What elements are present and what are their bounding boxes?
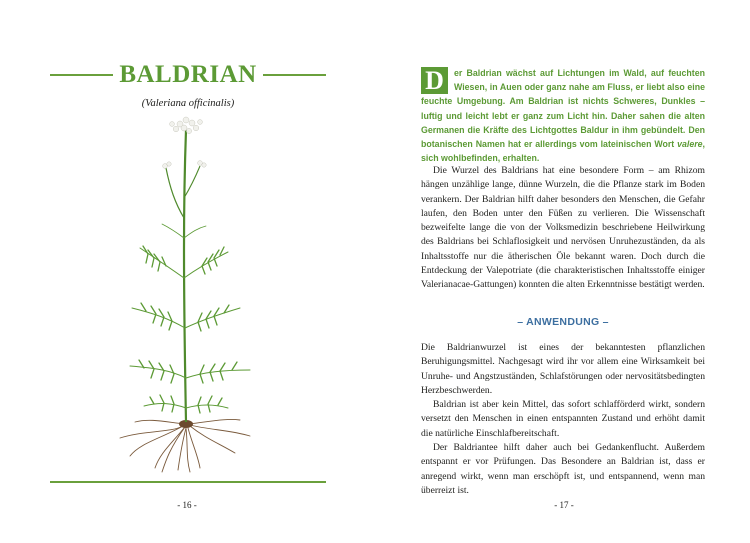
latin-name: (Valeriana officinalis) xyxy=(141,98,235,109)
valerian-plant-illustration xyxy=(100,108,280,473)
leaf-icon xyxy=(130,224,250,413)
title-row xyxy=(50,60,326,90)
body-paragraph: Die Wurzel des Baldrians hat eine besondere Form – am Rhizom hängen unzählige lange, dünne Wurzeln, die die Pflanze stark im Boden verankern. Der Baldrian hilft daher besonders den Menschen, die Gefahr laufen, den Boden unter den Füßen zu verlieren. Die Wissenschaft bezweifelte lange die von der Volksmedizin beschriebene Heilwirkung des Baldrians bei Schlaflosigkeit und nervösen Unruhezuständen, da als Inhaltsstoffe nur die ätherischen Öle bekannt waren. Doch durch die Entdeckung der Valepotriate (die charakteristischen Inhaltsstoffe einiger Valerianacae-Gattungen) konnten die alten Erkenntnisse bestätigt werden. xyxy=(421,165,705,291)
section-heading-anwendung: – ANWENDUNG – xyxy=(517,316,609,328)
title-rule-left xyxy=(50,74,113,76)
title-rule-right xyxy=(263,74,326,76)
intro-text-start: er Baldrian wächst auf Lichtungen im Wald, auf feuchten Wiesen, in Auen oder ganz nahe am Fluss, er liebt also eine feuchte Umgebung. Am Baldrian ist nichts Schweres, Dunkles – luftig und leicht lebt er ganz zum Licht hin. Daher sahen die alten Germanen die Kräfte des Lichtgottes Baldur in ihm gebündelt. Den botanischen Namen hat er allerdings vom lateinischen Wort xyxy=(421,68,705,150)
bottom-rule xyxy=(50,481,326,483)
page-number-left: - 16 - xyxy=(177,500,197,510)
intro-text xyxy=(421,68,705,163)
page-number-right: - 17 - xyxy=(554,500,574,510)
page-title: BALDRIAN xyxy=(119,61,257,88)
application-paragraph-3: Der Baldriantee hilft daher auch bei Gedankenflucht. Außerdem entspannt er vor Prüfungen. Das Besondere an Baldrian ist, dass er anregend wirkt, wenn man erschöpft ist, und entspannend, wenn man überreizt ist. xyxy=(421,442,705,496)
application-paragraph-1: Die Baldrianwurzel ist eines der bekanntesten pflanzlichen Beruhigungsmittel. Nachgesagt wird ihr vor allem eine Wirksamkeit bei Unruhe- und Angstzuständen, Schlafstörungen oder nervositätsbedingten Herzbeschwerden. xyxy=(421,342,705,396)
intro-paragraph xyxy=(421,66,705,165)
right-page xyxy=(375,0,750,543)
drop-cap: D xyxy=(421,67,448,94)
intro-italic-word: valere xyxy=(677,139,703,150)
application-text xyxy=(421,341,705,498)
intro-text-end: , sich wohlbefinden, erhalten. xyxy=(421,139,705,164)
application-paragraph-2: Baldrian ist aber kein Mittel, das sofort schlafförderd wirkt, sondern versetzt den Menschen in einen entspannten Zustand und erhöht damit die natürliche Einschlafbereitschaft. xyxy=(421,399,705,439)
root-paragraph xyxy=(421,164,705,293)
